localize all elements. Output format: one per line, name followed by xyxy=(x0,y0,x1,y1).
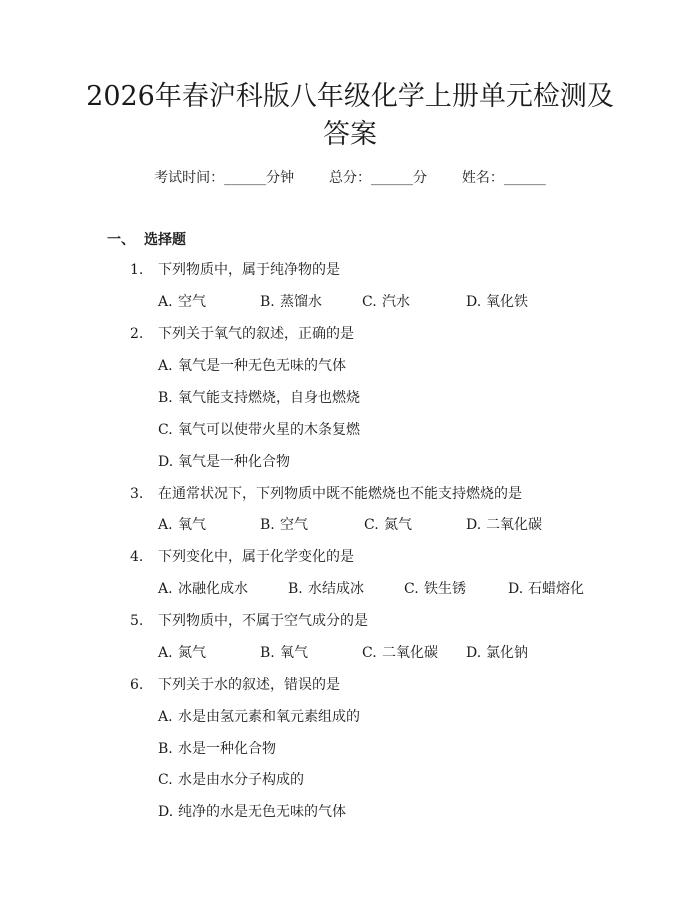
option-d: D. 二氧化碳 xyxy=(466,517,542,533)
option-a: A. 氧气 xyxy=(158,517,206,533)
question-3 xyxy=(130,484,522,504)
option-a: A. 氮气 xyxy=(158,645,206,661)
name-blank: ______ xyxy=(503,170,546,186)
option-b: B. 空气 xyxy=(260,517,308,533)
question-text: 下列物质中，不属于空气成分的是 xyxy=(158,613,368,629)
exam-info xyxy=(0,168,700,188)
question-number: 6. xyxy=(130,677,144,693)
option-c: C. 氧气可以使带火星的木条复燃 xyxy=(158,422,360,438)
option-c: C. 水是由水分子构成的 xyxy=(158,772,304,788)
score-unit: 分 xyxy=(413,170,427,186)
option-a: A. 空气 xyxy=(158,294,206,310)
question-text: 下列变化中，属于化学变化的是 xyxy=(158,549,354,565)
question-text: 下列关于氧气的叙述，正确的是 xyxy=(158,326,354,342)
time-unit: 分钟 xyxy=(266,170,295,186)
question-2 xyxy=(130,324,354,344)
name-label: 姓名： xyxy=(461,170,504,186)
question-4 xyxy=(130,547,354,567)
option-b: B. 蒸馏水 xyxy=(260,294,322,310)
section-number: 一、 xyxy=(107,232,135,248)
question-number: 5. xyxy=(130,613,144,629)
option-d: D. 氯化钠 xyxy=(466,645,528,661)
question-1 xyxy=(130,260,340,280)
option-d: D. 纯净的水是无色无味的气体 xyxy=(158,804,346,820)
question-text: 下列物质中，属于纯净物的是 xyxy=(158,262,340,278)
question-text: 在通常状况下，下列物质中既不能燃烧也不能支持燃烧的是 xyxy=(158,486,522,502)
section-heading xyxy=(107,230,186,250)
option-a: A. 冰融化成水 xyxy=(158,581,248,597)
option-b: B. 水结成冰 xyxy=(288,581,364,597)
score-blank: ______ xyxy=(371,170,413,186)
option-a: A. 水是由氢元素和氧元素组成的 xyxy=(158,709,360,725)
option-b: B. 水是一种化合物 xyxy=(158,741,276,757)
question-text: 下列关于水的叙述，错误的是 xyxy=(158,677,340,693)
option-b: B. 氧气 xyxy=(260,645,308,661)
title-line-1: 2026年春沪科版八年级化学上册单元检测及 xyxy=(86,81,614,112)
option-a: A. 氧气是一种无色无味的气体 xyxy=(158,358,346,374)
question-5 xyxy=(130,611,368,631)
question-number: 1. xyxy=(130,262,144,278)
time-blank: ______ xyxy=(224,170,267,186)
option-c: C. 二氧化碳 xyxy=(362,645,438,661)
section-title: 选择题 xyxy=(144,232,186,248)
option-c: C. 汽水 xyxy=(362,294,410,310)
document-title xyxy=(0,78,700,154)
question-6 xyxy=(130,675,340,695)
option-c: C. 氮气 xyxy=(364,517,412,533)
option-d: D. 氧化铁 xyxy=(466,294,528,310)
title-line-2: 答案 xyxy=(323,119,377,150)
question-number: 4. xyxy=(130,549,144,565)
question-number: 2. xyxy=(130,326,144,342)
option-d: D. 氧气是一种化合物 xyxy=(158,454,290,470)
question-number: 3. xyxy=(130,486,144,502)
score-label: 总分： xyxy=(329,170,371,186)
option-c: C. 铁生锈 xyxy=(404,581,466,597)
time-label: 考试时间： xyxy=(154,170,225,186)
option-b: B. 氧气能支持燃烧，自身也燃烧 xyxy=(158,390,360,406)
option-d: D. 石蜡熔化 xyxy=(508,581,584,597)
